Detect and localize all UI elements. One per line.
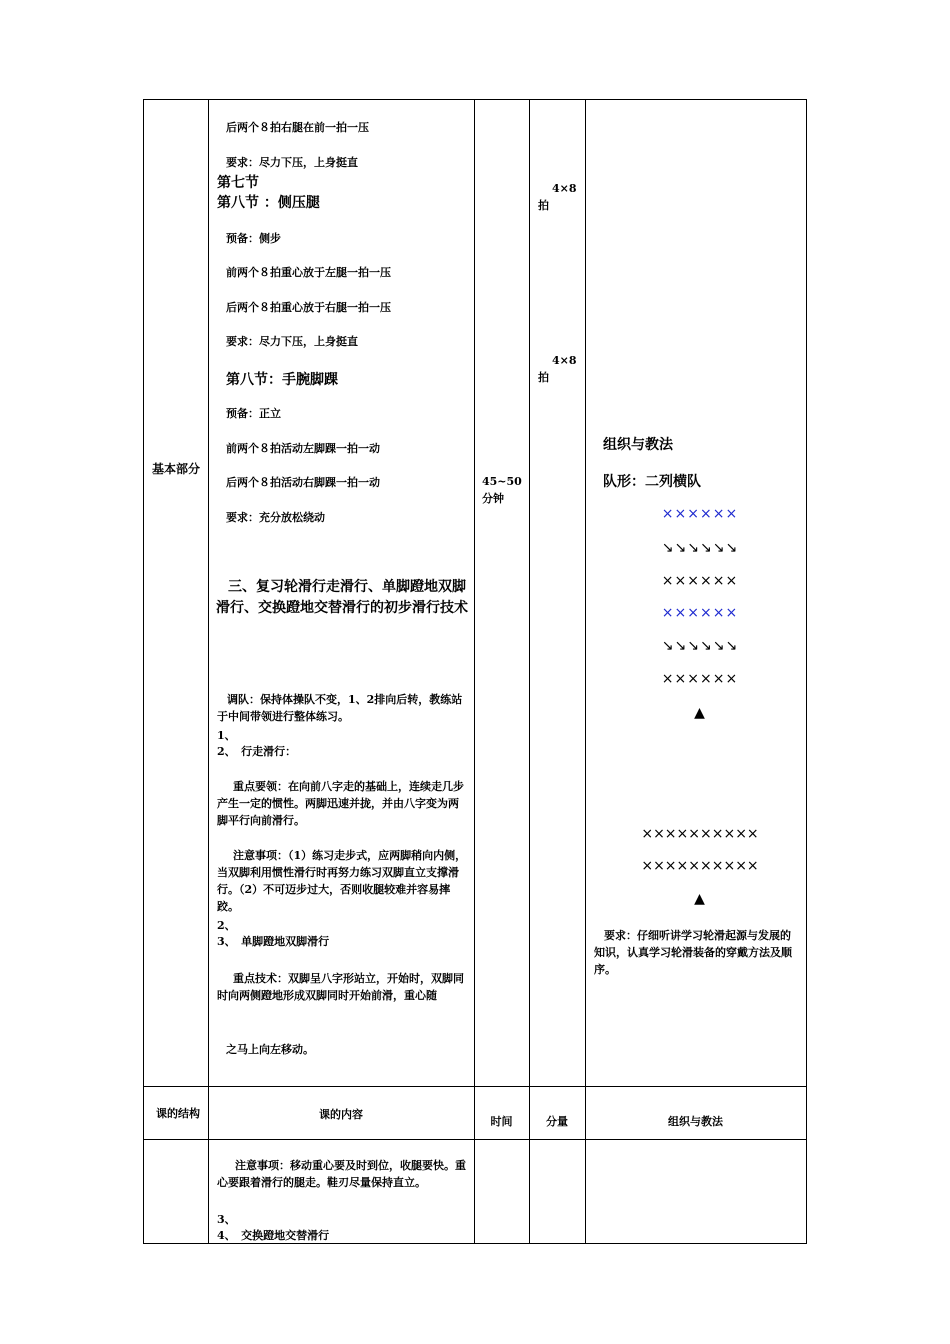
- movement-arrows: ↘↘↘↘↘↘: [661, 638, 739, 654]
- header-bottom-border: [143, 1139, 807, 1140]
- content-line: 后两个８拍活动右脚踝一拍一动: [226, 476, 380, 489]
- amount-value: 4×8拍: [538, 182, 577, 212]
- org-title: 组织与教法: [603, 437, 673, 453]
- student-row: ××××××: [661, 573, 739, 589]
- student-row: ××××××: [661, 605, 739, 621]
- list-item: 2、 行走滑行：: [217, 745, 297, 758]
- col-border-left: [143, 99, 144, 1244]
- student-row: ××××××××××: [641, 826, 759, 842]
- teacher-marker: ▲: [694, 705, 706, 721]
- amount-value: 4×8拍: [538, 354, 577, 384]
- student-row: ××××××: [661, 506, 739, 522]
- org-requirement: 要求：仔细听讲学习轮滑起源与发展的知识，认真学习轮滑装备的穿戴方法及顺序。: [594, 929, 792, 976]
- content-line: 之马上向左移动。: [226, 1043, 314, 1056]
- col-border-content: [474, 99, 475, 1244]
- teacher-marker: ▲: [694, 891, 706, 907]
- student-row: ××××××××××: [641, 858, 759, 874]
- col-border-amount: [585, 99, 586, 1244]
- list-number: 2、: [217, 919, 236, 932]
- col-border-time: [529, 99, 530, 1244]
- content-line: 预备：正立: [226, 407, 281, 420]
- content-line: 要求：尽力下压，上身挺直: [226, 335, 358, 348]
- content-paragraph: 重点技术：双脚呈八字形站立，开始时，双脚同时向两侧蹬地形成双脚同时开始前滑，重心随: [217, 972, 464, 1002]
- part-three-heading: 三、复习轮滑行走滑行、单脚蹬地双脚滑行、交换蹬地交替滑行的初步滑行技术: [216, 579, 468, 616]
- content-line: 后两个８拍右腿在前一拍一压: [226, 121, 369, 134]
- content-paragraph: 调队：保持体操队不变，1、2排向后转，教练站于中间带领进行整体练习。: [217, 693, 463, 723]
- header-content: 课的内容: [319, 1108, 363, 1121]
- list-item: 4、 交换蹬地交替滑行: [217, 1229, 330, 1242]
- table-top-border: [143, 99, 807, 100]
- header-amount: 分量: [546, 1115, 568, 1128]
- content-line: 要求：尽力下压，上身挺直: [226, 156, 358, 169]
- content-line: 预备：侧步: [226, 232, 281, 245]
- content-line: 前两个８拍重心放于左腿一拍一压: [226, 266, 391, 279]
- section-heading: 第七节: [217, 175, 259, 191]
- student-row: ××××××: [661, 671, 739, 687]
- table-bottom-border: [143, 1243, 807, 1244]
- header-time: 时间: [490, 1115, 513, 1128]
- header-structure: 课的结构: [156, 1107, 200, 1120]
- list-item: 3、 单脚蹬地双脚滑行: [217, 935, 330, 948]
- col-border-structure: [208, 99, 209, 1244]
- section-label: 基本部分: [152, 462, 201, 476]
- section-heading: 第八节 ：侧压腿: [217, 195, 320, 211]
- content-paragraph: 注意事项：移动重心要及时到位，收腿要快。重心要跟着滑行的腿走。鞋刃尽量保持直立。: [217, 1159, 466, 1189]
- header-org: 组织与教法: [668, 1115, 723, 1128]
- content-line: 要求：充分放松绕动: [226, 511, 325, 524]
- section-heading: 第八节：手腕脚踝: [226, 372, 338, 388]
- time-value: 45~50分钟: [482, 475, 522, 505]
- content-paragraph: 注意事项：（1）练习走步式，应两脚稍向内侧，当双脚利用惯性滑行时再努力练习双脚直立支撑滑行。（2）不可迈步过大，否则收腿较难并容易摔跤。: [217, 849, 467, 913]
- content-line: 后两个８拍重心放于右腿一拍一压: [226, 301, 391, 314]
- content-line: 前两个８拍活动左脚踝一拍一动: [226, 442, 380, 455]
- movement-arrows: ↘↘↘↘↘↘: [661, 540, 739, 556]
- header-top-border: [143, 1086, 807, 1087]
- list-number: 3、: [217, 1213, 236, 1226]
- formation-label: 队形：二列横队: [603, 474, 701, 490]
- content-paragraph: 重点要领：在向前八字走的基础上，连续走几步产生一定的惯性。两脚迅速并拢，并由八字变为两脚平行向前滑行。: [217, 780, 464, 827]
- col-border-right: [806, 99, 807, 1244]
- list-number: 1、: [217, 729, 236, 742]
